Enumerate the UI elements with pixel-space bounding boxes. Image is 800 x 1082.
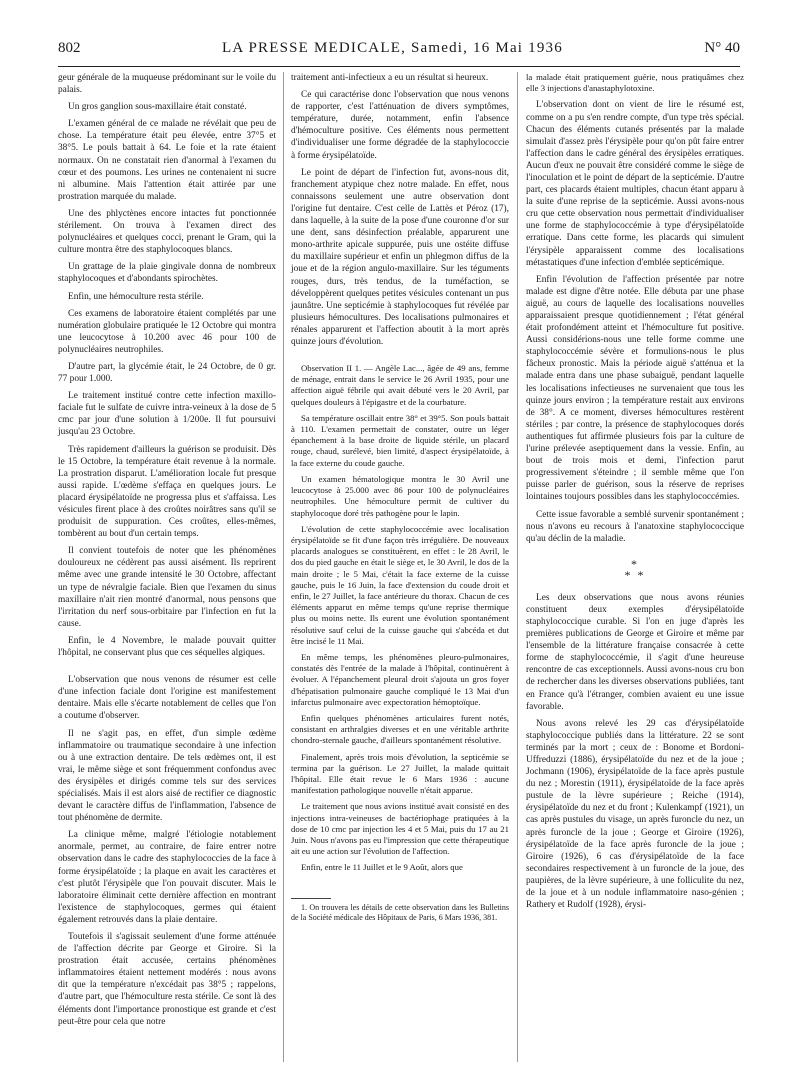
paragraph: Nous avons relevé les 29 cas d'érysipélatoïde staphylococcique publiés dans la littérature. 22 se sont terminés par la mort ; ceux de : Bonome et Bordoni-Uffreduzzi (1886), érysipélatoïde du nez et de la joue ; Jochmann (1906), érysipélatoïde de la face après pustule du nez ; Morestin (1911), érysipélatoïde de la face après pustule de la lèvre supérieure ; Reiche (1914), érysipélatoïde du nez et du front ; Kulenkampf (1921), un cas après pustules du visage, un après furoncle du nez, un après furoncle de la joue ; George et Giroire (1926), érysipélatoïde de la face après furoncle de la joue ; Giroire (1926), 6 cas d'érysipélatoïde de la face secondaires respectivement à un furoncle de la joue, des paupières, de la lèvre supérieure, à une folliculite du nez, de la joue et à un nodule inflammatoire naso-génien ; Rathery et Rudolf (1928), érysi- [526,718,744,911]
paragraph: Toutefois il s'agissait seulement d'une forme atténuée de l'affection décrite par George et Giroire. Si la prostration était accusée, certains phénomènes inflammatoires étaient nettement modérés : nous avons dit que la température n'excédait pas 38°5 ; rappelons, d'autre part, que l'hémoculture resta stérile. Ce sont là des éléments dont l'importance pronostique est grande et c'est peut-être pour cela que notre [58,932,276,1027]
column-divider [283,72,284,1062]
footnote: 1. On trouvera les détails de cette observation dans les Bulletins de la Société médicale des Hôpitaux de Paris, 6 Mars 1936, 381. [291,902,509,922]
column-2 [291,72,509,928]
observation-paragraph: Le traitement que nous avions institué avait consisté en des injections intra-veineuses de bactériophage pratiquées à la dose de 10 cmc par injection les 4 et 5 Mai, puis du 17 au 21 Juin. Nous n'avons pas eu l'impression que cette thérapeutique ait eu une action sur l'évolution de l'affection. [291,801,509,857]
paragraph: Un gros ganglion sous-maxillaire était constaté. [68,102,247,113]
page-header [58,40,740,62]
observation-paragraph: En même temps, les phénomènes pleuro-pulmonaires, constatés dès l'entrée de la malade à l'hôpital, continuèrent à évoluer. A l'épanchement pleural droit s'ajouta un gros foyer d'hépatisation pulmonaire gauche compliqué le 13 Mai d'un infarctus pulmonaire avec expectoration hémoptoïque. [291,651,509,707]
footnote-rule [291,898,331,899]
column-3 [526,72,744,916]
column-divider [517,72,518,1062]
paragraph: Ce qui caractérise donc l'observation que nous venons de rapporter, c'est l'atténuation de divers symptômes, température, durée, notamment, enfin l'absence d'hémoculture positive. Ces éléments nous permettent d'individualiser une forme dégradée de la staphylococcie à forme érysipélatoïde. [291,90,509,161]
paragraph: Un grattage de la plaie gingivale donna de nombreux staphylocoques et d'abondants spirochètes. [58,262,276,285]
paragraph: Il ne s'agit pas, en effet, d'un simple œdème inflammatoire ou traumatique secondaire à une infection ou à une extraction dentaire. De tels œdèmes ont, il est vrai, le même siège et sont fréquemment confondus avec des érysipèles et dirigés comme tels sur des services spécialisés. Mais il est alors aisé de rectifier ce diagnostic devant le caractère diffus de l'inflammation, l'absence de tout phénomène de dermite. [58,728,276,824]
paragraph: Enfin l'évolution de l'affection présentée par notre malade est digne d'être notée. Elle débuta par une phase aiguë, au cours de laquelle des localisations nouvelles apparaissaient presque quotidiennement ; l'état général était profondément atteint et l'hémoculture fut positive. Aussi considérions-nous une telle forme comme une staphylococcémie sévère et formulions-nous le plus fâcheux pronostic. Mais la période aiguë s'atténua et la malade entra dans une phase subaiguë, pendant laquelle les localisations infectieuses ne survenaient que tous les quinze jours environ ; la température restait aux environs de 38°. A ce moment, diverses hémocultures restèrent stériles ; par contre, la présence de staphylocoques dorés authentiques fut affirmée plusieurs fois par la culture de l'urine prélevée aseptiquement dans la vessie. Enfin, au bout de trois mois et demi, l'infection parut progressivement s'éteindre ; il semble même que l'on puisse parler de guérison, sous la réserve de reprises lointaines toujours possibles dans les staphylococcémies. [526,274,744,503]
page-number: 802 [58,40,81,56]
journal-title: LA PRESSE MEDICALE, Samedi, 16 Mai 1936 [221,40,563,56]
observation-paragraph: Observation II 1. — Angèle Lac..., âgée de 49 ans, femme de ménage, entrait dans le service le 26 Avril 1935, pour une affection aiguë fébrile qui avait débuté vers le 20 Avril, par quelques douleurs à l'épigastre et de la courbature. [291,363,509,407]
observation-paragraph: L'évolution de cette staphylococcémie avec localisation érysipélatoïde se fit d'une façon très irrégulière. De nouveaux placards analogues se constituèrent, en effet : le 28 Avril, le dos du pied gauche en était le siège et, le 30 Avril, le dos de la main droite ; le 5 Mai, c'était la face externe de la cuisse gauche, puis le 16 Juin, la face d'extension du coude droit et enfin, le 27 Juillet, la face antérieure du thorax. Chacun de ces éléments apparut en même temps qu'une reprise thermique plus ou moins nette. Ils eurent une évolution spontanément résolutive sauf celui de la cuisse gauche qui s'abcéda et dut être incisé le 11 Mai. [291,523,509,646]
paragraph: Ces examens de laboratoire étaient complétés par une numération globulaire pratiquée le 12 Octobre qui montra une leucocytose à 10.200 avec 46 pour 100 de polynucléaires neutrophiles. [58,308,276,355]
section-separator: * * * [624,556,646,582]
paragraph: Très rapidement d'ailleurs la guérison se produisit. Dès le 15 Octobre, la température était revenue à la normale. La prostration disparut. L'amélioration locale fut presque aussi rapide. L'œdème s'effaça en quelques jours. Le placard érysipélatoïde ne progressa plus et s'affaissa. Les vésicules firent place à des croûtes noirâtres sans qu'il se produisit de suppuration. Ces croûtes, elles-mêmes, tombèrent au bout d'un certain temps. [58,444,276,540]
paragraph: Il convient toutefois de noter que les phénomènes douloureux ne cédèrent pas aussi aisément. Ils reprirent même avec une grande intensité le 30 Octobre, affectant un type de névralgie faciale. Bien que l'examen du sinus maxillaire n'ait rien montré d'anormal, nous pensons que l'irritation du nerf sous-orbitaire par l'infection en fut la cause. [58,546,276,629]
paragraph: traitement anti-infectieux a eu un résultat si heureux. [291,73,489,83]
paragraph: D'autre part, la glycémie était, le 24 Octobre, de 0 gr. 77 pour 1.000. [58,361,276,385]
observation-paragraph: Enfin quelques phénomènes articulaires furent notés, consistant en arthralgies diverses et en une véritable arthrite chondro-sternale gauche, d'ailleurs spontanément résolutive. [291,712,509,746]
header-rule [58,66,740,67]
paragraph: Une des phlyctènes encore intactes fut ponctionnée stérilement. On trouva à l'examen direct des polynucléaires et quelques cocci, prenant le Gram, qui la culture montra être des staphylocoques blancs. [58,208,276,256]
paragraph: La clinique même, malgré l'étiologie notablement anormale, permet, au contraire, de faire entrer notre observation dans le cadre des staphylococcies de la face à forme érysipélatoïde ; la plaque en avait les caractères et c'est plutôt l'érysipèle que l'on pouvait discuter. Mais le laboratoire éliminait cette dernière affection en montrant l'existence de staphylocoques, germes qui étaient également retrouvés dans la plaie dentaire. [58,830,276,925]
observation-paragraph: Finalement, après trois mois d'évolution, la septicémie se termina par la guérison. Le 27 Juillet, la malade quittait l'hôpital. Elle était revue le 6 Mars 1936 : aucune manifestation pathologique nouvelle n'était apparue. [291,751,509,796]
paragraph: Cette issue favorable a semblé survenir spontanément ; nous n'avons eu recours à l'anatoxine staphylococcique qu'au déclin de la maladie. [526,509,744,544]
paragraph: L'examen général de ce malade ne révélait que peu de chose. La température était peu élevée, entre 37°5 et 38°5. Le pouls battait à 64. Le foie et la rate étaient normaux. On ne constatait rien d'anormal à l'examen du cœur et des poumons. Les urines ne contenaient ni sucre ni albumine. Mais l'attention était attirée par une prostration marquée du malade. [58,119,276,202]
paragraph: Le point de départ de l'infection fut, avons-nous dit, franchement atypique chez notre malade. En effet, nous connaissons seulement une autre observation dont l'origine fut dentaire. C'est celle de Lattès et Péroz (17), dans laquelle, à la suite de la pose d'une couronne d'or sur une dent, sans désinfection préalable, apparurent une mono-arthrite apicale suppurée, puis une ostéite diffuse du maxillaire supérieur et enfin un phlegmon diffus de la joue et de la région angulo-maxillaire. Sur les téguments rouges, durs, très tendus, de la tuméfaction, se développèrent quelques petites vésicules contenant un pus jaunâtre. Une septicémie à staphylocoques fut révélée par plusieurs hémocultures. Des localisations pulmonaires et rénales apparurent et l'affection aboutit à la mort après quinze jours d'évolution. [291,167,509,347]
paragraph: Le traitement institué contre cette infection maxillo-faciale fut le sulfate de cuivre intra-veineux à la dose de 5 cmc par jour d'une solution à 1/200e. Il fut poursuivi jusqu'au 23 Octobre. [58,391,276,438]
observation-paragraph: Sa température oscillait entre 38° et 39°5. Son pouls battait à 110. L'examen permettait de constater, outre un léger épanchement à la base droite de liquide stérile, un placard rouge, chaud, surélevé, bien limité, d'aspect érysipélatoïde, à la face externe du coude gauche. [291,412,509,468]
observation-paragraph: la malade était pratiquement guérie, nous pratiquâmes chez elle 3 injections d'anastaphylotoxine. [526,72,744,94]
paragraph: Enfin, le 4 Novembre, le malade pouvait quitter l'hôpital, ne conservant plus que ces séquelles algiques. [58,635,276,659]
observation-paragraph: Un examen hématologique montra le 30 Avril une leucocytose à 25.000 avec 86 pour 100 de polynucléaires neutrophiles. Une hémoculture permit de cultiver du staphylocoque doré très pathogène pour le lapin. [291,473,509,518]
column-1 [58,72,276,1033]
paragraph: L'observation que nous venons de résumer est celle d'une infection faciale dont l'origine est manifestement dentaire. Mais elle s'écarte notablement de celles que l'on a coutume d'observer. [58,675,276,722]
paragraph: L'observation dont on vient de lire le résumé est, comme on a pu s'en rendre compte, d'un type très spécial. Chacun des éléments cutanés présentés par la malade simulait d'assez près l'érysipèle pour qu'on pût faire entrer l'affection dans le cadre général des érysipèles erratiques. Aucun d'eux ne pouvait être considéré comme le siège de l'inoculation et le point de départ de la septicémie. D'autre part, ces placards étaient multiples, chacun étant apparu à la suite d'une reprise de la septicémie. Aussi avons-nous cru que cette observation nous permettait d'individualiser une forme de staphylococcémie à type d'érysipélatoïde erratique. Dans cette forme, les placards qui simulent l'érysipèle apparaissent comme des localisations métastatiques d'une infection d'emblée septicémique. [526,100,744,268]
paragraph: Enfin, une hémoculture resta stérile. [68,291,204,302]
issue-number: N° 40 [704,40,740,56]
paragraph: geur générale de la muqueuse prédominant sur le voile du palais. [58,73,276,96]
paragraph: Les deux observations que nous avons réunies constituent deux exemples d'érysipélatoïde staphylococcique curable. Si l'on en juge d'après les premières publications de George et Giroire et même par l'ensemble de la littérature française consacrée à cette forme de staphylococcémie, il s'agit d'une heureuse rencontre de cas exceptionnels. Aussi avons-nous cru bon de rechercher dans les diverses observations publiées, tant en France qu'à l'étranger, combien avaient eu une issue favorable. [526,592,744,712]
observation-paragraph: Enfin, entre le 11 Juillet et le 9 Août, alors que [301,862,463,873]
